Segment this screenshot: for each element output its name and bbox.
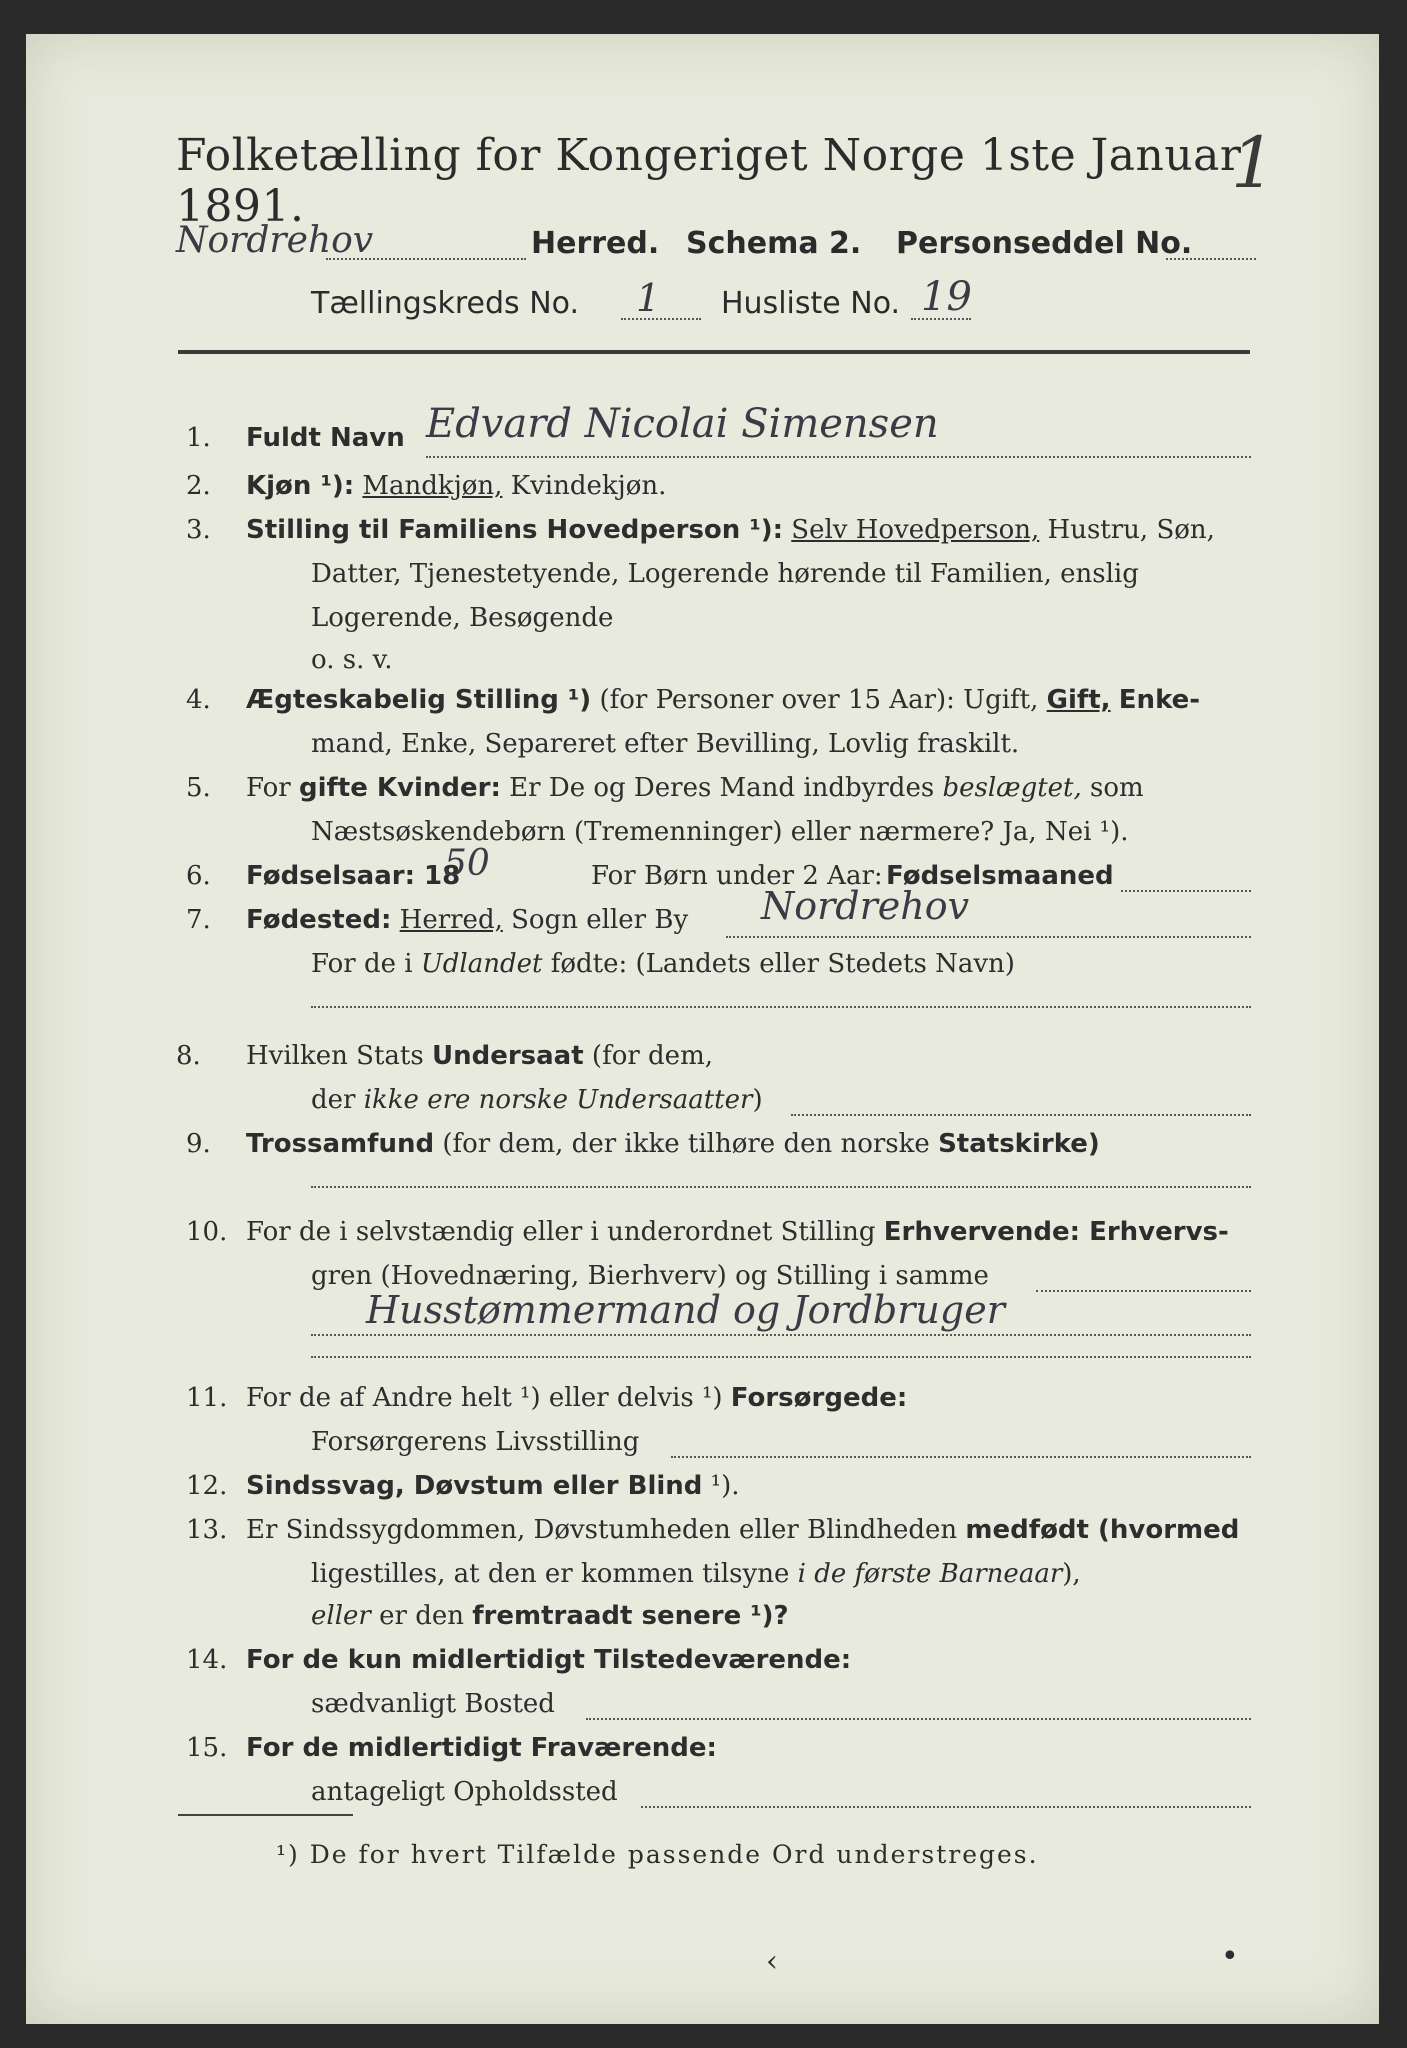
forsorger-dots — [671, 1454, 1251, 1458]
item-text: gren (Hovednæring, Bierhverv) og Stilling i samme — [311, 1261, 989, 1291]
husliste-dots — [911, 316, 971, 320]
item-text: mand, Enke, Separeret efter Bevilling, Lovlig fraskilt. — [311, 729, 1020, 759]
item-text: der — [311, 1085, 356, 1115]
item-text: For de i — [311, 949, 413, 979]
item-label: Stilling til Familiens Hovedperson ¹): — [246, 515, 784, 545]
item-text: (for dem, — [591, 1041, 713, 1071]
item-label: For de kun midlertidigt Tilstedeværende: — [246, 1645, 852, 1675]
item-text: Er Sindssygdommen, Døvstumheden eller Blindheden — [246, 1515, 958, 1545]
item-text: eller — [311, 1601, 371, 1631]
option: Hustru, Søn, — [1047, 515, 1215, 545]
footnote-rule — [178, 1814, 353, 1816]
kreds-dots — [621, 316, 701, 320]
occupation-dots-2 — [311, 1332, 1251, 1336]
item-label: Fødselsaar: 18 — [246, 861, 461, 891]
item-number: 5. — [186, 773, 211, 803]
item-number: 9. — [186, 1129, 211, 1159]
item-label: Forsørgede: — [730, 1383, 908, 1413]
binding-mark-icon: • — [1221, 1939, 1239, 1974]
herred-value: Nordrehov — [176, 220, 374, 261]
birthplace-value: Nordrehov — [761, 884, 970, 928]
item-number: 1. — [186, 423, 211, 453]
item-text: ¹). — [702, 1471, 740, 1501]
form-title-text: Folketælling for Kongeriget Norge 1ste Januar 1891. — [176, 130, 1242, 232]
item-number: 14. — [186, 1645, 228, 1675]
selected-option: Selv Hovedperson, — [791, 515, 1040, 545]
item-number: 15. — [186, 1733, 228, 1763]
item-number: 6. — [186, 861, 211, 891]
item-text: som — [1081, 773, 1144, 803]
item-text: Sogn eller By — [502, 905, 689, 935]
name-dots — [426, 454, 1251, 458]
item-number: 3. — [186, 515, 211, 545]
item-text: ligestilles, at den er kommen tilsyne — [311, 1559, 790, 1589]
item-text: ikke ere norske Undersaatter — [363, 1085, 753, 1115]
binding-mark-icon: ‹ — [766, 1944, 778, 1979]
item-text: For de af Andre helt ¹) eller delvis ¹) — [246, 1383, 723, 1413]
birth-month-dots — [1121, 888, 1251, 892]
item-label: Ægteskabelig Stilling ¹) — [246, 685, 592, 715]
item-text: fødte: (Landets eller Stedets Navn) — [550, 949, 1015, 979]
selected-option: Herred, — [399, 905, 503, 935]
item-text: (for dem, der ikke tilhøre den norske — [442, 1129, 930, 1159]
census-form-page — [26, 34, 1379, 2024]
taellingskreds-value: 1 — [636, 276, 661, 320]
item-text: beslægtet, — [942, 773, 1082, 803]
footnote: ¹) De for hvert Tilfælde passende Ord understreges. — [276, 1840, 1039, 1869]
item-number: 8. — [176, 1041, 201, 1071]
kreds-line — [311, 274, 1211, 332]
trossamfund-dots — [311, 1184, 1251, 1188]
selected-option: Gift, — [1046, 685, 1111, 715]
item-text: Er De og Deres Mand indbyrdes — [509, 773, 935, 803]
item-number: 10. — [186, 1217, 228, 1247]
header-rule — [178, 350, 1250, 354]
handwritten-form-number: 1 — [1231, 122, 1277, 204]
foreign-birthplace-dots — [311, 1004, 1251, 1008]
selected-option: Mandkjøn, — [362, 471, 503, 501]
item-text: o. s. v. — [311, 645, 393, 675]
herred-label: Herred. — [531, 226, 660, 261]
item-label: medfødt (hvormed — [965, 1515, 1240, 1545]
item-number: 12. — [186, 1471, 228, 1501]
husliste-value: 19 — [921, 274, 972, 320]
item-number: 2. — [186, 471, 211, 501]
item-text: (for Personer over 15 Aar): Ugift, — [599, 685, 1039, 715]
item-text: i de første Barneaar — [797, 1559, 1063, 1589]
taellingskreds-label: Tællingskreds No. — [311, 286, 579, 321]
personseddel-dots — [1166, 256, 1256, 260]
birthplace-dots — [726, 934, 1251, 938]
herred-line — [176, 220, 1276, 276]
item-label: Fuldt Navn — [246, 423, 405, 453]
item-label: Undersaat — [431, 1041, 584, 1071]
item-label: Fødselsmaaned — [886, 861, 1114, 891]
item-label: Sindssvag, Døvstum eller Blind — [246, 1471, 703, 1501]
occupation-dots-3 — [311, 1354, 1251, 1358]
item-number: 13. — [186, 1515, 228, 1545]
item-text: Udlandet — [420, 949, 543, 979]
form-title — [176, 122, 1277, 232]
option: Kvindekjøn. — [510, 471, 667, 501]
item-label: Statskirke) — [938, 1129, 1100, 1159]
item-number: 11. — [186, 1383, 228, 1413]
item-text: Datter, Tjenestetyende, Logerende hørende til Familien, enslig — [311, 559, 1139, 589]
occupation-dots-1 — [1036, 1288, 1251, 1292]
item-label: For de midlertidigt Fraværende: — [246, 1733, 717, 1763]
undersaat-dots — [791, 1112, 1251, 1116]
herred-dots — [326, 256, 526, 260]
bosted-dots — [586, 1716, 1251, 1720]
item-text: antageligt Opholdssted — [311, 1777, 618, 1807]
item-text: ), — [1062, 1559, 1081, 1589]
full-name-value: Edvard Nicolai Simensen — [426, 401, 939, 447]
birth-year-value: 50 — [444, 843, 490, 884]
item-text: sædvanligt Bosted — [311, 1689, 555, 1719]
item-label: Fødested: — [246, 905, 392, 935]
item-text: Enke- — [1118, 685, 1201, 715]
item-text: Forsørgerens Livsstilling — [311, 1427, 640, 1457]
item-text: er den — [379, 1601, 464, 1631]
husliste-label: Husliste No. — [721, 286, 901, 321]
item-number: 4. — [186, 685, 211, 715]
item-text: Logerende, Besøgende — [311, 603, 614, 633]
item-text: For Børn under 2 Aar: — [591, 861, 883, 891]
item-text: Hvilken Stats — [246, 1041, 424, 1071]
schema-label: Schema 2. — [686, 226, 862, 261]
personseddel-label: Personseddel No. — [896, 226, 1193, 261]
item-label: Trossamfund — [246, 1129, 435, 1159]
item-text: For de i selvstændig eller i underordnet Stilling — [246, 1217, 876, 1247]
item-label: Erhvervende: Erhvervs- — [883, 1217, 1229, 1247]
item-number: 7. — [186, 905, 211, 935]
item-text: For — [246, 773, 291, 803]
item-label: gifte Kvinder: — [298, 773, 501, 803]
item-text: Næstsøskendebørn (Tremenninger) eller nærmere? Ja, Nei ¹). — [311, 817, 1129, 847]
item-label: fremtraadt senere ¹)? — [472, 1601, 789, 1631]
item-label: Kjøn ¹): — [246, 471, 355, 501]
opholdssted-dots — [641, 1804, 1251, 1808]
occupation-value: Husstømmermand og Jordbruger — [366, 1288, 1005, 1332]
item-text: ) — [752, 1085, 763, 1115]
